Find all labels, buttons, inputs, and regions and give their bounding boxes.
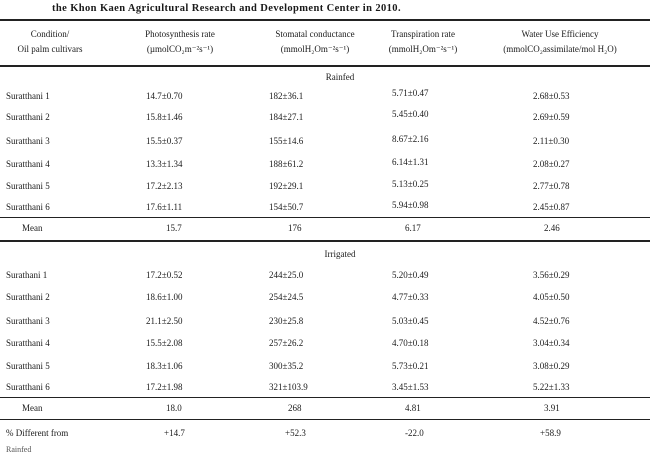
cultivar-cell: Suratthani 4 — [6, 338, 50, 348]
table-row — [0, 159, 650, 173]
stomatal-mean: 268 — [288, 403, 302, 413]
mean-rule-bottom — [0, 419, 650, 420]
cultivar-cell: Surathani 1 — [6, 270, 48, 280]
header-photosynthesis: Photosynthesis rate (µmolCO₂m⁻²s⁻¹) — [145, 29, 215, 54]
wue-mean: 3.91 — [544, 403, 560, 413]
photosynthesis-cell: 21.1±2.50 — [146, 316, 183, 326]
cultivar-cell: Suratthani 6 — [6, 382, 50, 392]
cultivar-cell: Suratthani 2 — [6, 112, 50, 122]
photosynthesis-cell: 14.7±0.70 — [146, 91, 183, 101]
transpiration-diff: -22.0 — [405, 428, 424, 438]
transpiration-cell: 5.45±0.40 — [392, 109, 429, 119]
wue-cell: 5.22±1.33 — [533, 382, 570, 392]
table-caption: the Khon Kaen Agricultural Research and Development Center in 2010. — [52, 3, 401, 14]
wue-cell: 4.52±0.76 — [533, 316, 570, 326]
cultivar-cell: Suratthani 1 — [6, 91, 50, 101]
table-row — [0, 181, 650, 195]
cultivar-cell: Suratthani 3 — [6, 136, 50, 146]
wue-cell: 2.08±0.27 — [533, 159, 570, 169]
photosynthesis-mean: 18.0 — [166, 403, 182, 413]
mean-row-rainfed — [0, 223, 650, 237]
transpiration-mean: 6.17 — [405, 223, 421, 233]
stomatal-cell: 254±24.5 — [269, 292, 304, 302]
header-stomatal-conductance: Stomatal conductance (mmolH₂Om⁻²s⁻¹) — [275, 29, 355, 54]
top-rule — [0, 19, 650, 21]
transpiration-cell: 5.03±0.45 — [392, 316, 429, 326]
cultivar-cell: Suratthani 3 — [6, 316, 50, 326]
header-water-use-efficiency: Water Use Efficiency (mmolCO₂assimilate/mol H₂O) — [503, 29, 617, 54]
stomatal-cell: 182±36.1 — [269, 91, 304, 101]
table-row — [0, 109, 650, 126]
photosynthesis-cell: 18.6±1.00 — [146, 292, 183, 302]
wue-cell: 3.56±0.29 — [533, 270, 570, 280]
table-row — [0, 382, 650, 396]
wue-cell: 2.69±0.59 — [533, 112, 570, 122]
wue-cell: 2.77±0.78 — [533, 181, 570, 191]
wue-cell: 3.08±0.29 — [533, 361, 570, 371]
percent-difference-label: % Different from — [6, 428, 69, 438]
stomatal-cell: 155±14.6 — [269, 136, 304, 146]
photosynthesis-diff: +14.7 — [164, 428, 185, 438]
table-row — [0, 338, 650, 352]
table-row — [0, 316, 650, 330]
table-row — [0, 202, 650, 216]
mean-rule-bottom — [0, 240, 650, 242]
header-condition: Condition/ Oil palm cultivars — [17, 29, 83, 54]
wue-cell: 2.68±0.53 — [533, 91, 570, 101]
photosynthesis-cell: 17.2±2.13 — [146, 181, 183, 191]
photosynthesis-cell: 15.5±0.37 — [146, 136, 183, 146]
mean-label: Mean — [22, 223, 43, 233]
wue-cell: 4.05±0.50 — [533, 292, 570, 302]
section-rainfed: Rainfed — [325, 72, 355, 82]
stomatal-mean: 176 — [288, 223, 302, 233]
percent-difference-row — [0, 428, 650, 442]
wue-cell: 2.11±0.30 — [533, 136, 570, 146]
table-row — [0, 270, 650, 284]
mean-rule-top — [0, 397, 650, 398]
stomatal-cell: 300±35.2 — [269, 361, 304, 371]
cutoff-text: Rainfed — [6, 445, 32, 454]
stomatal-cell: 321±103.9 — [269, 382, 308, 392]
header-transpiration: Transpiration rate (mmolH₂Om⁻²s⁻¹) — [388, 29, 458, 54]
stomatal-cell: 230±25.8 — [269, 316, 304, 326]
section-irrigated: Irrigated — [324, 249, 356, 259]
cultivar-cell: Suratthani 6 — [6, 202, 50, 212]
stomatal-cell: 184±27.1 — [269, 112, 304, 122]
cultivar-cell: Suratthani 5 — [6, 361, 50, 371]
stomatal-cell: 244±25.0 — [269, 270, 304, 280]
transpiration-mean: 4.81 — [405, 403, 421, 413]
stomatal-diff: +52.3 — [285, 428, 306, 438]
wue-mean: 2.46 — [544, 223, 560, 233]
photosynthesis-cell: 13.3±1.34 — [146, 159, 183, 169]
table-row — [0, 361, 650, 375]
stomatal-cell: 188±61.2 — [269, 159, 304, 169]
transpiration-cell: 5.71±0.47 — [392, 88, 429, 98]
transpiration-cell: 4.77±0.33 — [392, 292, 429, 302]
transpiration-cell: 5.94±0.98 — [392, 200, 429, 210]
table-row — [0, 292, 650, 306]
transpiration-cell: 5.20±0.49 — [392, 270, 429, 280]
transpiration-cell: 3.45±1.53 — [392, 382, 429, 392]
wue-diff: +58.9 — [540, 428, 561, 438]
mean-rule-top — [0, 217, 650, 218]
photosynthesis-mean: 15.7 — [166, 223, 182, 233]
cultivar-cell: Suratthani 4 — [6, 159, 50, 169]
photosynthesis-cell: 17.6±1.11 — [146, 202, 183, 212]
cultivar-cell: Suratthani 2 — [6, 292, 50, 302]
transpiration-cell: 6.14±1.31 — [392, 157, 429, 167]
photosynthesis-cell: 17.2±0.52 — [146, 270, 183, 280]
stomatal-cell: 257±26.2 — [269, 338, 304, 348]
mean-row-irrigated — [0, 403, 650, 417]
photosynthesis-cell: 15.8±1.46 — [146, 112, 183, 122]
transpiration-cell: 4.70±0.18 — [392, 338, 429, 348]
mean-label: Mean — [22, 403, 43, 413]
transpiration-cell: 8.67±2.16 — [392, 134, 429, 144]
table-row — [0, 136, 650, 150]
photosynthesis-cell: 17.2±1.98 — [146, 382, 183, 392]
cultivar-cell: Suratthani 5 — [6, 181, 50, 191]
table-row — [0, 88, 650, 105]
photosynthesis-cell: 18.3±1.06 — [146, 361, 183, 371]
photosynthesis-cell: 15.5±2.08 — [146, 338, 183, 348]
wue-cell: 2.45±0.87 — [533, 202, 570, 212]
transpiration-cell: 5.13±0.25 — [392, 179, 429, 189]
transpiration-cell: 5.73±0.21 — [392, 361, 429, 371]
stomatal-cell: 154±50.7 — [269, 202, 304, 212]
stomatal-cell: 192±29.1 — [269, 181, 304, 191]
header-rule — [0, 65, 650, 67]
wue-cell: 3.04±0.34 — [533, 338, 570, 348]
